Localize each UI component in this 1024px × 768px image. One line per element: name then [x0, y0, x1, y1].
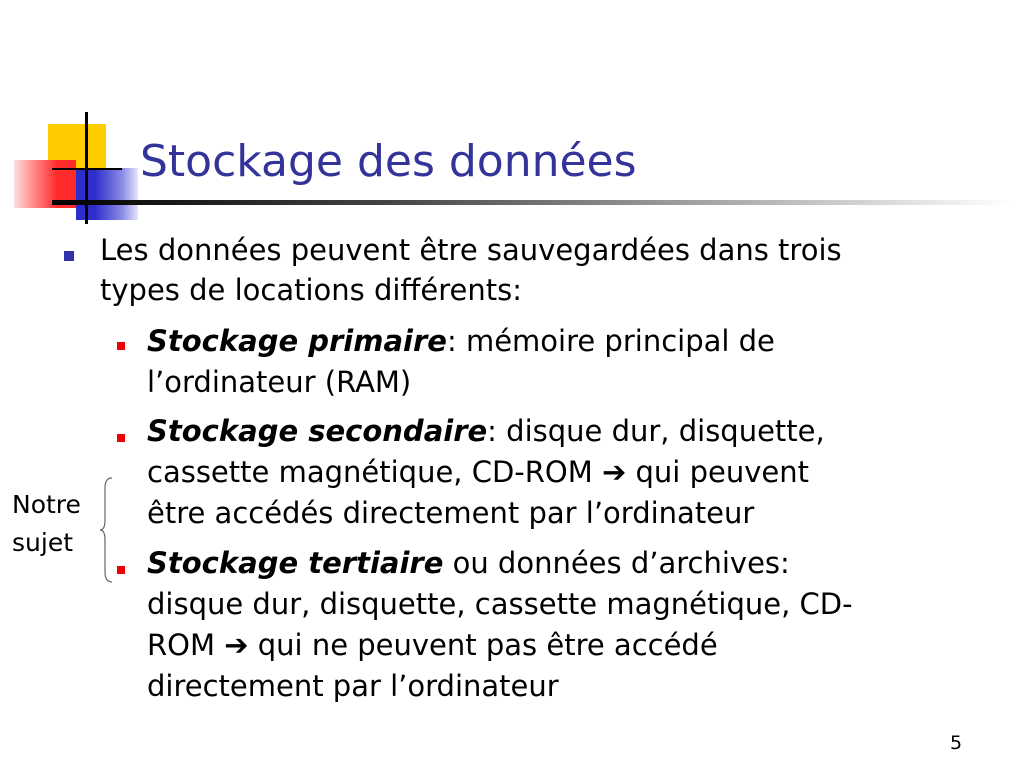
bullet-text — [100, 230, 842, 310]
term-tertiary: Stockage tertiaire — [147, 546, 444, 580]
title-underline — [52, 200, 1012, 205]
side-note: Notre sujet — [12, 490, 81, 557]
page-number: 5 — [950, 732, 963, 754]
arrow-icon: ➔ — [601, 455, 627, 489]
arrow-icon: ➔ — [224, 628, 249, 662]
slide-title: Stockage des données — [140, 136, 637, 187]
horizontal-line — [52, 168, 122, 170]
bullet-marker — [64, 251, 74, 261]
curly-brace — [98, 476, 114, 584]
bullet-line: types de locations différents: — [100, 273, 523, 307]
term-primary: Stockage primaire — [147, 324, 447, 358]
sub-bullet-tertiary: Stockage tertiaire ou données d’archives: disque dur, disquette, cassette magnétique, CD- ROM ➔ qui ne peuvent pas être accédé directement par l’ordinateur — [147, 546, 853, 703]
sub-bullet-primary: Stockage primaire: mémoire principal de l’ordinateur (RAM) — [147, 324, 775, 399]
sub-bullet-marker — [117, 434, 125, 442]
bullet-line: Les données peuvent être sauvegardées dans trois — [100, 233, 842, 267]
sub-bullet-marker — [117, 342, 125, 350]
sub-bullet-marker — [117, 566, 125, 574]
sub-bullet-secondary: Stockage secondaire: disque dur, disquette, cassette magnétique, CD-ROM ➔ qui peuvent être accédés directement par l’ordinateur — [147, 414, 825, 530]
term-secondary: Stockage secondaire — [147, 414, 488, 448]
